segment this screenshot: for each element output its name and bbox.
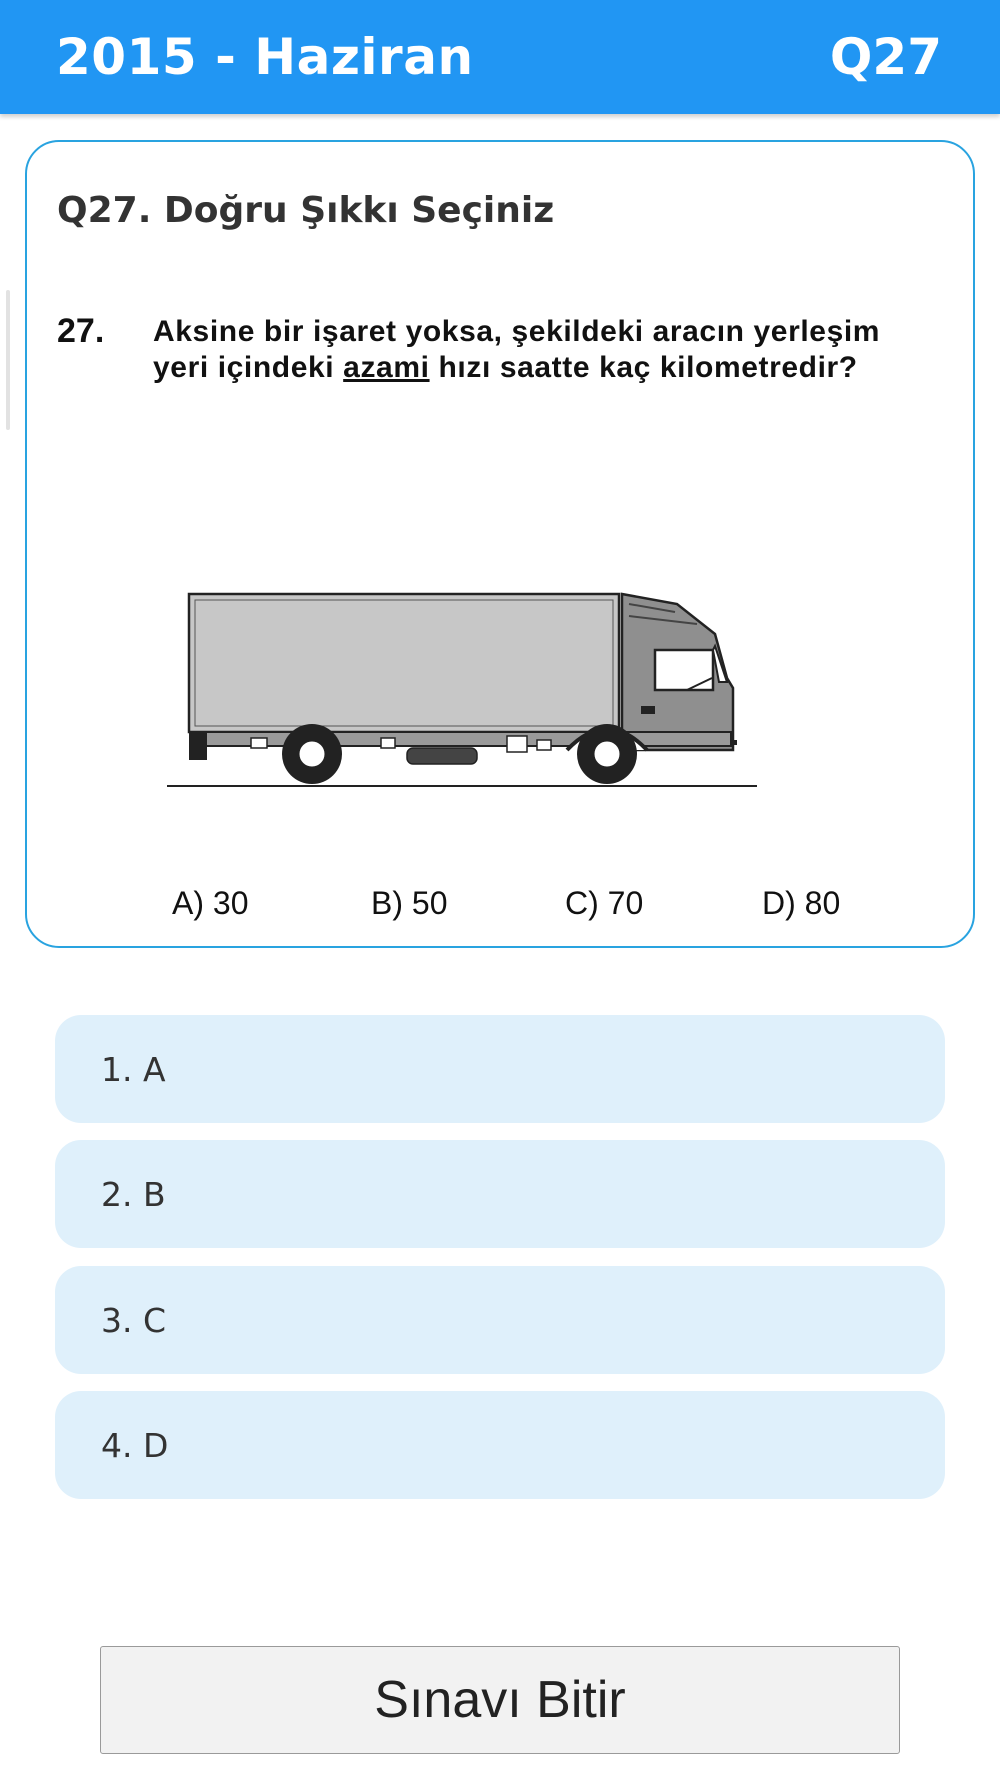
answer-option-3[interactable]: 3. C (55, 1266, 945, 1374)
question-number: Q27 (829, 28, 942, 86)
card-title: Q27. Doğru Şıkkı Seçiniz (57, 190, 555, 231)
question-text (153, 314, 943, 386)
question-card (25, 140, 975, 948)
answer-option-1[interactable]: 1. A (55, 1015, 945, 1123)
question-text-end: hızı saatte kaç kilometredir? (429, 351, 858, 384)
option-a: A) 30 (172, 885, 249, 921)
question-image (57, 312, 947, 921)
answer-option-4[interactable]: 4. D (55, 1391, 945, 1499)
app-bar (0, 0, 1000, 114)
finish-exam-button[interactable]: Sınavı Bitir (100, 1646, 900, 1754)
option-d: D) 80 (762, 885, 841, 921)
question-index: 27. (57, 312, 105, 350)
scroll-indicator (6, 290, 10, 430)
option-c: C) 70 (565, 885, 644, 921)
option-b: B) 50 (371, 885, 448, 921)
answer-option-2[interactable]: 2. B (55, 1140, 945, 1248)
truck-icon (167, 590, 767, 805)
exam-title: 2015 - Haziran (56, 28, 474, 86)
question-text-underlined: azami (343, 351, 430, 384)
question-text-start: Aksine bir işaret yoksa, şekildeki aracın yerleşim yeri içindeki (153, 315, 881, 384)
